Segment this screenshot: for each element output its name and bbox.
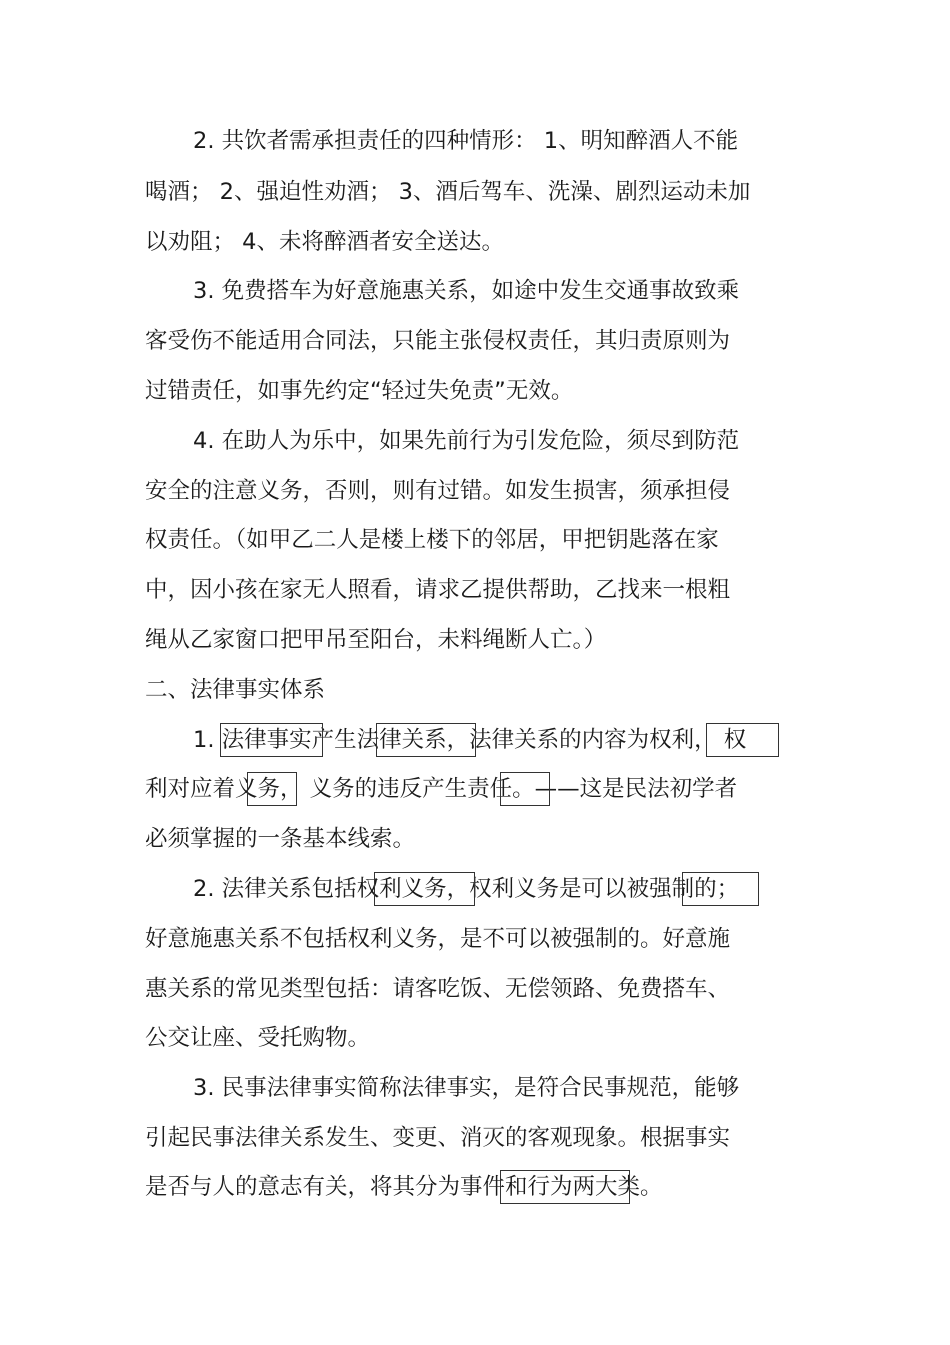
annotation-box <box>500 772 550 806</box>
annotation-box <box>706 723 779 757</box>
paragraph-line: 安全的注意义务，否则，则有过错。如发生损害，须承担侵 <box>145 478 731 504</box>
paragraph-line: 2. 法律关系包括权利义务，权利义务是可以被强制的； <box>193 876 740 902</box>
paragraph-line: 权责任。（如甲乙二人是楼上楼下的邻居，甲把钥匙落在家 <box>145 527 719 553</box>
paragraph-line: 中，因小孩在家无人照看，请求乙提供帮助，乙找来一根粗 <box>145 577 731 603</box>
paragraph-line: 过错责任，如事先约定“轻过失免责”无效。 <box>145 378 574 404</box>
paragraph-line: 是否与人的意志有关，将其分为事件和行为两大类。 <box>145 1174 663 1200</box>
paragraph-line: 好意施惠关系不包括权利义务，是不可以被强制的。好意施 <box>145 926 731 952</box>
paragraph-line: 3. 民事法律事实简称法律事实，是符合民事规范，能够 <box>193 1075 740 1101</box>
paragraph-line: 2. 共饮者需承担责任的四种情形： 1、明知醉酒人不能 <box>193 128 739 154</box>
annotation-box <box>376 723 476 757</box>
paragraph-line: 3. 免费搭车为好意施惠关系，如途中发生交通事故致乘 <box>193 278 740 304</box>
paragraph-line: 引起民事法律关系发生、变更、消灭的客观现象。根据事实 <box>145 1125 731 1151</box>
paragraph-line: 绳从乙家窗口把甲吊至阳台，未料绳断人亡。） <box>145 627 607 653</box>
annotation-box <box>220 723 323 757</box>
section-heading: 二、法律事实体系 <box>145 677 326 703</box>
paragraph-line: 必须掌握的一条基本线索。 <box>145 826 416 852</box>
annotation-box <box>682 872 759 906</box>
annotation-box <box>247 772 297 806</box>
paragraph-line: 惠关系的常见类型包括：请客吃饭、无偿领路、免费搭车、 <box>145 976 731 1002</box>
paragraph-line: 客受伤不能适用合同法，只能主张侵权责任，其归责原则为 <box>145 328 731 354</box>
paragraph-line: 1. 法律事实产生法律关系，法律关系的内容为权利， 权 <box>193 727 747 753</box>
annotation-box <box>374 872 475 906</box>
paragraph-line: 以劝阻； 4、未将醉酒者安全送达。 <box>145 229 504 255</box>
paragraph-line: 利对应着义务， 义务的违反产生责任。——这是民法初学者 <box>145 776 738 802</box>
paragraph-line: 公交让座、受托购物。 <box>145 1025 371 1051</box>
annotation-box <box>500 1170 630 1204</box>
paragraph-line: 4. 在助人为乐中，如果先前行为引发危险，须尽到防范 <box>193 428 740 454</box>
paragraph-line: 喝酒； 2、强迫性劝酒； 3、酒后驾车、洗澡、剧烈运动未加 <box>145 179 751 205</box>
